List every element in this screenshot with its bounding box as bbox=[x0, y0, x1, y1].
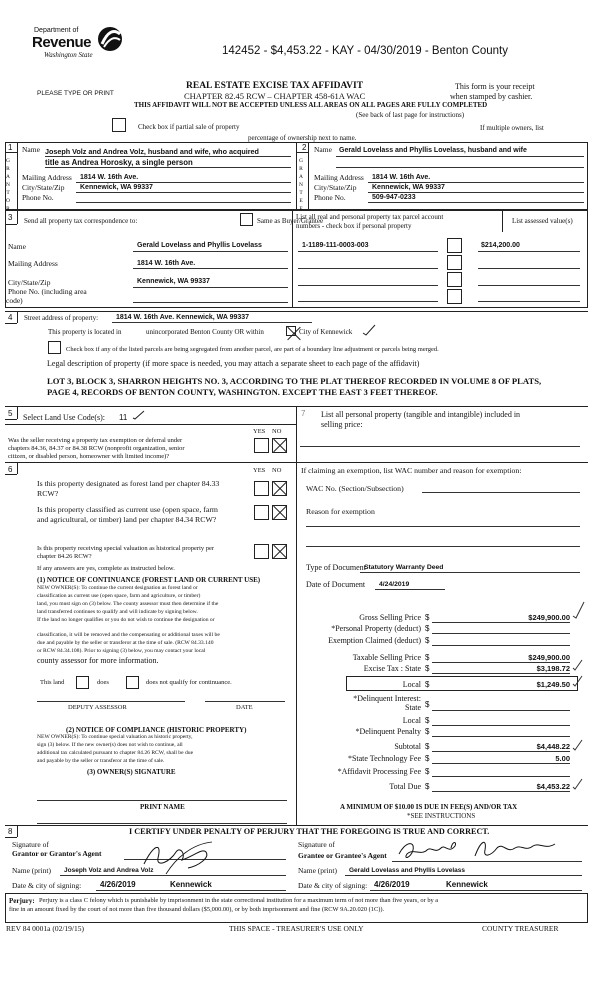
does-label: does bbox=[97, 679, 109, 686]
grantee-mailing-value[interactable]: 1814 W. 16th Ave. bbox=[372, 174, 431, 181]
please-type: PLEASE TYPE OR PRINT bbox=[37, 90, 114, 97]
correspondence-name-value[interactable]: Gerald Lovelass and Phyllis Lovelass bbox=[137, 242, 262, 249]
grantor-phone-label: Phone No. bbox=[22, 193, 54, 202]
form-chapter: CHAPTER 82.45 RCW – CHAPTER 458-61A WAC bbox=[184, 91, 366, 101]
street-address-value[interactable]: 1814 W. 16th Ave. Kennewick, WA 99337 bbox=[116, 314, 250, 321]
land-use-checkmark-icon bbox=[132, 410, 146, 420]
notice-continuance-line2: classification as current use (open space, farm and agriculture, or timber) bbox=[37, 593, 201, 599]
multiple-owners-label: If multiple owners, list bbox=[480, 124, 544, 132]
exemption-no-label: NO bbox=[272, 428, 282, 435]
partial-sale-label: Check box if partial sale of property bbox=[138, 123, 240, 131]
historic-no-checkbox[interactable] bbox=[272, 544, 287, 559]
does-qualify-checkbox[interactable] bbox=[76, 676, 89, 689]
section-5-number: 5 bbox=[8, 409, 13, 418]
notice-continuance-line1: NEW OWNER(S): To continue the current designation as forest land or bbox=[37, 585, 198, 591]
grantor-sign-city[interactable]: Kennewick bbox=[170, 880, 212, 889]
perjury-text-2: fine in an amount fixed by the court of not more than five thousand dollars ($5,000.00), or by both imprisonment and fine (RCW 9A.20.020 (1C)). bbox=[9, 906, 385, 913]
grantee-phone-value[interactable]: 509-947-0233 bbox=[372, 194, 416, 201]
personal-property-label-1: List all personal property (tangible and intangible) included in bbox=[321, 410, 521, 419]
correspondence-city-value[interactable]: Kennewick, WA 99337 bbox=[137, 278, 210, 285]
excise-tax-local-label: Local bbox=[402, 680, 421, 689]
form-revision: REV 84 0001a (02/19/15) bbox=[6, 924, 84, 933]
parcel-list-label-2: numbers - check box if personal property bbox=[296, 222, 412, 230]
grantee-date-city-label: Date & city of signing: bbox=[298, 881, 368, 890]
taxable-selling-price-value[interactable]: $249,900.00 bbox=[528, 653, 570, 662]
same-as-buyer-checkbox[interactable] bbox=[240, 213, 253, 226]
document-date-value[interactable]: 4/24/2019 bbox=[379, 581, 410, 588]
grantee-phone-label: Phone No. bbox=[314, 193, 346, 202]
minimum-due-note: A MINIMUM OF $10.00 IS DUE IN FEE(S) AND/OR TAX bbox=[340, 803, 518, 811]
current-use-no-checkbox[interactable] bbox=[272, 505, 287, 520]
notice-continuance-line8: or RCW 84.34.108). Prior to signing (3) below, you may contact your local bbox=[37, 648, 206, 654]
grantor-name-print-label: Name (print) bbox=[12, 866, 51, 875]
land-use-value[interactable]: 11 bbox=[119, 413, 128, 422]
notice-continuance-line7: due and payable by the seller or transferor at the time of sale. (RCW 84.33.140 bbox=[37, 640, 214, 646]
section-2-number: 2 bbox=[302, 143, 307, 152]
forest-no-checkbox[interactable] bbox=[272, 481, 287, 496]
notice-continuance-line5: If the land no longer qualifies or you do not wish to continue the designation or bbox=[37, 617, 215, 623]
parcel-2-personal-checkbox[interactable] bbox=[447, 255, 462, 270]
boundary-adjustment-label: Check box if any of the listed parcels are being segregated from another parcel, are part of a boundary line adjustment or parcels being merged. bbox=[66, 346, 439, 353]
assessed-value[interactable]: $214,200.00 bbox=[481, 242, 520, 249]
county-treasurer-label: COUNTY TREASURER bbox=[482, 924, 559, 933]
grantee-sign-date[interactable]: 4/26/2019 bbox=[374, 880, 410, 889]
unincorporated-option[interactable]: unincorporated Benton County OR within bbox=[146, 328, 264, 336]
total-due-label: Total Due bbox=[389, 782, 421, 791]
grantor-agent-label: Grantor or Grantor's Agent bbox=[12, 849, 102, 858]
forest-yes-checkbox[interactable] bbox=[254, 481, 269, 496]
document-type-label: Type of Document bbox=[306, 563, 366, 572]
dollar-sign: $ bbox=[425, 613, 430, 622]
section-1-number: 1 bbox=[8, 143, 13, 152]
section-6-number: 6 bbox=[8, 465, 13, 474]
notice-continuance-title: (1) NOTICE OF CONTINUANCE (FOREST LAND OR CURRENT USE) bbox=[37, 576, 261, 584]
grantor-name-value-2[interactable]: title as Andrea Horosky, a single person bbox=[45, 158, 193, 167]
grantee-name-value[interactable]: Gerald Lovelass and Phyllis Lovelass, husband and wife bbox=[339, 147, 527, 154]
delinquent-interest-state-label: *Delinquent Interest: State bbox=[353, 694, 421, 712]
legal-description-line2[interactable]: PAGE 4, RECORDS OF BENTON COUNTY, WASHINGTON. EXCEPT THE EAST 3 FEET THEREOF. bbox=[47, 387, 438, 397]
historic-yes-checkbox[interactable] bbox=[254, 544, 269, 559]
personal-property-label-2: selling price: bbox=[321, 420, 363, 429]
checkmark-icon bbox=[362, 324, 376, 336]
correspondence-city-label: City/State/Zip bbox=[8, 278, 51, 287]
parcel-3-personal-checkbox[interactable] bbox=[447, 272, 462, 287]
form-title: REAL ESTATE EXCISE TAX AFFIDAVIT bbox=[186, 81, 364, 91]
grantee-name-label: Name bbox=[314, 145, 332, 154]
delinquent-interest-local-label: Local bbox=[402, 716, 421, 725]
total-due-value[interactable]: $4,453.22 bbox=[536, 782, 570, 791]
notice-compliance-line2: sign (3) below. If the new owner(s) does not wish to continue, all bbox=[37, 742, 183, 748]
see-back: (See back of last page for instructions) bbox=[356, 111, 465, 119]
exemption-yes-label: YES bbox=[253, 428, 266, 435]
exemption-question-3: citizen, or disabled person, homeowner with limited income)? bbox=[8, 453, 170, 460]
document-type-value[interactable]: Statutory Warranty Deed bbox=[364, 564, 444, 571]
grantor-mailing-label: Mailing Address bbox=[22, 173, 72, 182]
grantee-sign-city[interactable]: Kennewick bbox=[446, 880, 488, 889]
grantee-mailing-label: Mailing Address bbox=[314, 173, 364, 182]
correspondence-name-label: Name bbox=[8, 242, 26, 251]
exemption-reason-label: Reason for exemption bbox=[306, 507, 375, 516]
grantor-date-city-label: Date & city of signing: bbox=[12, 881, 82, 890]
receipt-note-1: This form is your receipt bbox=[455, 82, 535, 91]
legal-description-label: Legal description of property (if more space is needed, you may attach a separate sheet to each page of the affidavit) bbox=[47, 359, 420, 368]
grantor-name-value[interactable]: Joseph Volz and Andrea Volz, husband and wife, who acquired bbox=[45, 147, 259, 156]
percentage-label: percentage of ownership next to name. bbox=[248, 134, 357, 142]
parcel-1-personal-checkbox[interactable] bbox=[447, 238, 462, 253]
print-name-label: PRINT NAME bbox=[140, 803, 185, 811]
subtotal-label: Subtotal bbox=[394, 742, 421, 751]
correspondence-mailing-value[interactable]: 1814 W. 16th Ave. bbox=[137, 260, 196, 267]
treasurer-space-note: THIS SPACE - TREASURER'S USE ONLY bbox=[229, 924, 364, 933]
within-city-checkbox[interactable] bbox=[286, 326, 296, 336]
same-as-buyer-label: Same as Buyer/Grantee bbox=[257, 217, 324, 225]
correspondence-mailing-label: Mailing Address bbox=[8, 259, 58, 268]
claim-exemption-label: If claiming an exemption, list WAC number and reason for exemption: bbox=[301, 466, 522, 475]
personal-property-deduct-label: *Personal Property (deduct) bbox=[331, 624, 421, 633]
washington-logo-icon bbox=[96, 24, 124, 54]
grantee-name-print-label: Name (print) bbox=[298, 866, 337, 875]
grantor-name-label: Name bbox=[22, 145, 40, 154]
notice-compliance-line4: and payable by the seller or transferor at the time of sale. bbox=[37, 758, 165, 764]
gross-selling-price-label: Gross Selling Price bbox=[359, 613, 421, 622]
certify-statement: I CERTIFY UNDER PENALTY OF PERJURY THAT THE FOREGOING IS TRUE AND CORRECT. bbox=[129, 827, 490, 836]
exemption-yes-checkbox[interactable] bbox=[254, 438, 269, 453]
send-correspondence-label: Send all property tax correspondence to: bbox=[24, 217, 138, 225]
section-8-number: 8 bbox=[8, 827, 13, 836]
assessed-value-label: List assessed value(s) bbox=[512, 217, 573, 225]
current-use-yes-checkbox[interactable] bbox=[254, 505, 269, 520]
does-not-label: does not qualify for continuance. bbox=[146, 679, 232, 686]
grantee-agent-label: Grantee or Grantee's Agent bbox=[298, 851, 387, 860]
forest-yes-label: YES bbox=[253, 467, 266, 474]
current-use-question-2: and agricultural, or timber) land per chapter 84.34 RCW? bbox=[37, 515, 217, 524]
grantor-city-label: City/State/Zip bbox=[22, 183, 65, 192]
section-3-number: 3 bbox=[8, 213, 13, 222]
completion-warning: THIS AFFIDAVIT WILL NOT BE ACCEPTED UNLESS ALL AREAS ON ALL PAGES ARE FULLY COMPLETED bbox=[134, 101, 488, 109]
see-instructions-note: *SEE INSTRUCTIONS bbox=[407, 812, 476, 820]
receipt-note-2: when stamped by cashier. bbox=[450, 92, 533, 101]
county-assessor-note: county assessor for more information. bbox=[37, 656, 159, 665]
grantor-print-name[interactable]: Joseph Volz and Andrea Volz bbox=[64, 867, 154, 874]
verification-checkmarks-icon bbox=[572, 600, 588, 800]
notice-compliance-title: (2) NOTICE OF COMPLIANCE (HISTORIC PROPERTY) bbox=[66, 726, 247, 734]
perjury-text-1: Perjury is a class C felony which is punishable by imprisonment in the state correctional institution for a maximum term of not more than five years, or by a bbox=[39, 897, 439, 904]
city-of-label: City of Kennewick bbox=[299, 328, 353, 336]
section-4-number: 4 bbox=[8, 313, 13, 322]
street-address-label: Street address of property: bbox=[24, 314, 99, 322]
deputy-date-label: DATE bbox=[236, 704, 253, 711]
this-land-label: This land bbox=[40, 679, 65, 686]
exemption-question-2: chapters 84.36, 84.37 or 84.38 RCW (nonprofit organization, senior bbox=[8, 445, 185, 452]
parcel-4-personal-checkbox[interactable] bbox=[447, 289, 462, 304]
grantor-signature-label: Signature of bbox=[12, 840, 49, 849]
current-use-question-1: Is this property classified as current use (open space, farm bbox=[37, 505, 218, 514]
forest-question-1: Is this property designated as forest land per chapter 84.33 bbox=[37, 479, 220, 488]
grantee-signature-label: Signature of bbox=[298, 840, 335, 849]
legal-description-line1[interactable]: LOT 3, BLOCK 3, SHARRON HEIGHTS NO. 3, ACCORDING TO THE PLAT THEREOF RECORDED IN VOLUME 8 OF PLATS, bbox=[47, 376, 542, 386]
grantee-city-value[interactable]: Kennewick, WA 99337 bbox=[372, 184, 445, 191]
if-yes-instruction: If any answers are yes, complete as instructed below. bbox=[37, 565, 175, 572]
excise-tax-state-value[interactable]: $3,198.72 bbox=[536, 664, 570, 673]
grantee-signature-icon bbox=[395, 836, 565, 866]
grantor-sign-date[interactable]: 4/26/2019 bbox=[100, 880, 136, 889]
forest-question-2: RCW? bbox=[37, 489, 59, 498]
deputy-assessor-label: DEPUTY ASSESSOR bbox=[68, 704, 127, 711]
exemption-question-1: Was the seller receiving a property tax exemption or deferral under bbox=[8, 437, 183, 444]
owner-signature-label: (3) OWNER(S) SIGNATURE bbox=[87, 768, 176, 776]
partial-sale-checkbox[interactable] bbox=[112, 118, 126, 132]
grantee-city-label: City/State/Zip bbox=[314, 183, 357, 192]
taxable-selling-price-label: Taxable Selling Price bbox=[352, 653, 421, 662]
correspondence-phone-label-2: code) bbox=[6, 296, 23, 305]
document-date-label: Date of Document bbox=[306, 580, 366, 589]
grantee-print-name[interactable]: Gerald Lovelass and Phyllis Lovelass bbox=[349, 867, 465, 874]
forest-no-label: NO bbox=[272, 467, 282, 474]
exemption-no-checkbox[interactable] bbox=[272, 438, 287, 453]
notice-continuance-line4: land transferred continues to qualify and will indicate by signing below. bbox=[37, 609, 198, 615]
exemption-claimed-label: Exemption Claimed (deduct) bbox=[328, 636, 421, 645]
grantor-mailing-value[interactable]: 1814 W. 16th Ave. bbox=[80, 174, 139, 181]
wac-number-label: WAC No. (Section/Subsection) bbox=[306, 484, 404, 493]
parcel-number[interactable]: 1-1189-111-0003-003 bbox=[302, 242, 369, 249]
perjury-label: Perjury: bbox=[9, 897, 35, 905]
excise-tax-local-value[interactable]: $1,249.50 bbox=[536, 680, 570, 689]
notice-continuance-line6: classification, it will be removed and the compensating or additional taxes will be bbox=[37, 632, 220, 638]
affidavit-processing-fee-label: *Affidavit Processing Fee bbox=[337, 767, 421, 776]
logo-line2: Revenue bbox=[32, 34, 92, 51]
excise-tax-state-label: Excise Tax : State bbox=[363, 664, 421, 673]
boundary-adjustment-checkbox[interactable] bbox=[48, 341, 61, 354]
parcel-list-label-1: List all real and personal property tax parcel account bbox=[296, 213, 444, 221]
state-technology-fee-label: *State Technology Fee bbox=[347, 754, 421, 763]
notice-continuance-line3: land, you must sign on (3) below. The county assessor must then determine if the bbox=[37, 601, 219, 607]
logo-line3: Washington State bbox=[44, 51, 93, 59]
notice-compliance-line3: additional tax calculated pursuant to chapter 84.26 RCW, shall be due bbox=[37, 750, 194, 756]
gross-selling-price-value[interactable]: $249,900.00 bbox=[528, 613, 570, 622]
grantor-city-value[interactable]: Kennewick, WA 99337 bbox=[80, 184, 153, 191]
notice-compliance-line1: NEW OWNER(S): To continue special valuation as historic property, bbox=[37, 734, 193, 740]
located-in-label: This property is located in bbox=[48, 328, 122, 336]
section-7-number: 7 bbox=[301, 409, 306, 418]
state-technology-fee-value[interactable]: 5.00 bbox=[555, 754, 570, 763]
recording-stamp: 142452 - $4,453.22 - KAY - 04/30/2019 - Benton County bbox=[222, 45, 509, 57]
subtotal-value[interactable]: $4,448.22 bbox=[536, 742, 570, 751]
logo-line1: Department of bbox=[34, 27, 79, 34]
correspondence-phone-label: Phone No. (including area bbox=[8, 287, 87, 296]
historic-question-1: Is this property receiving special valuation as historical property per bbox=[37, 545, 215, 552]
land-use-label: Select Land Use Code(s): bbox=[23, 413, 105, 422]
does-not-qualify-checkbox[interactable] bbox=[126, 676, 139, 689]
delinquent-penalty-label: *Delinquent Penalty bbox=[355, 727, 421, 736]
historic-question-2: chapter 84.26 RCW? bbox=[37, 553, 92, 560]
